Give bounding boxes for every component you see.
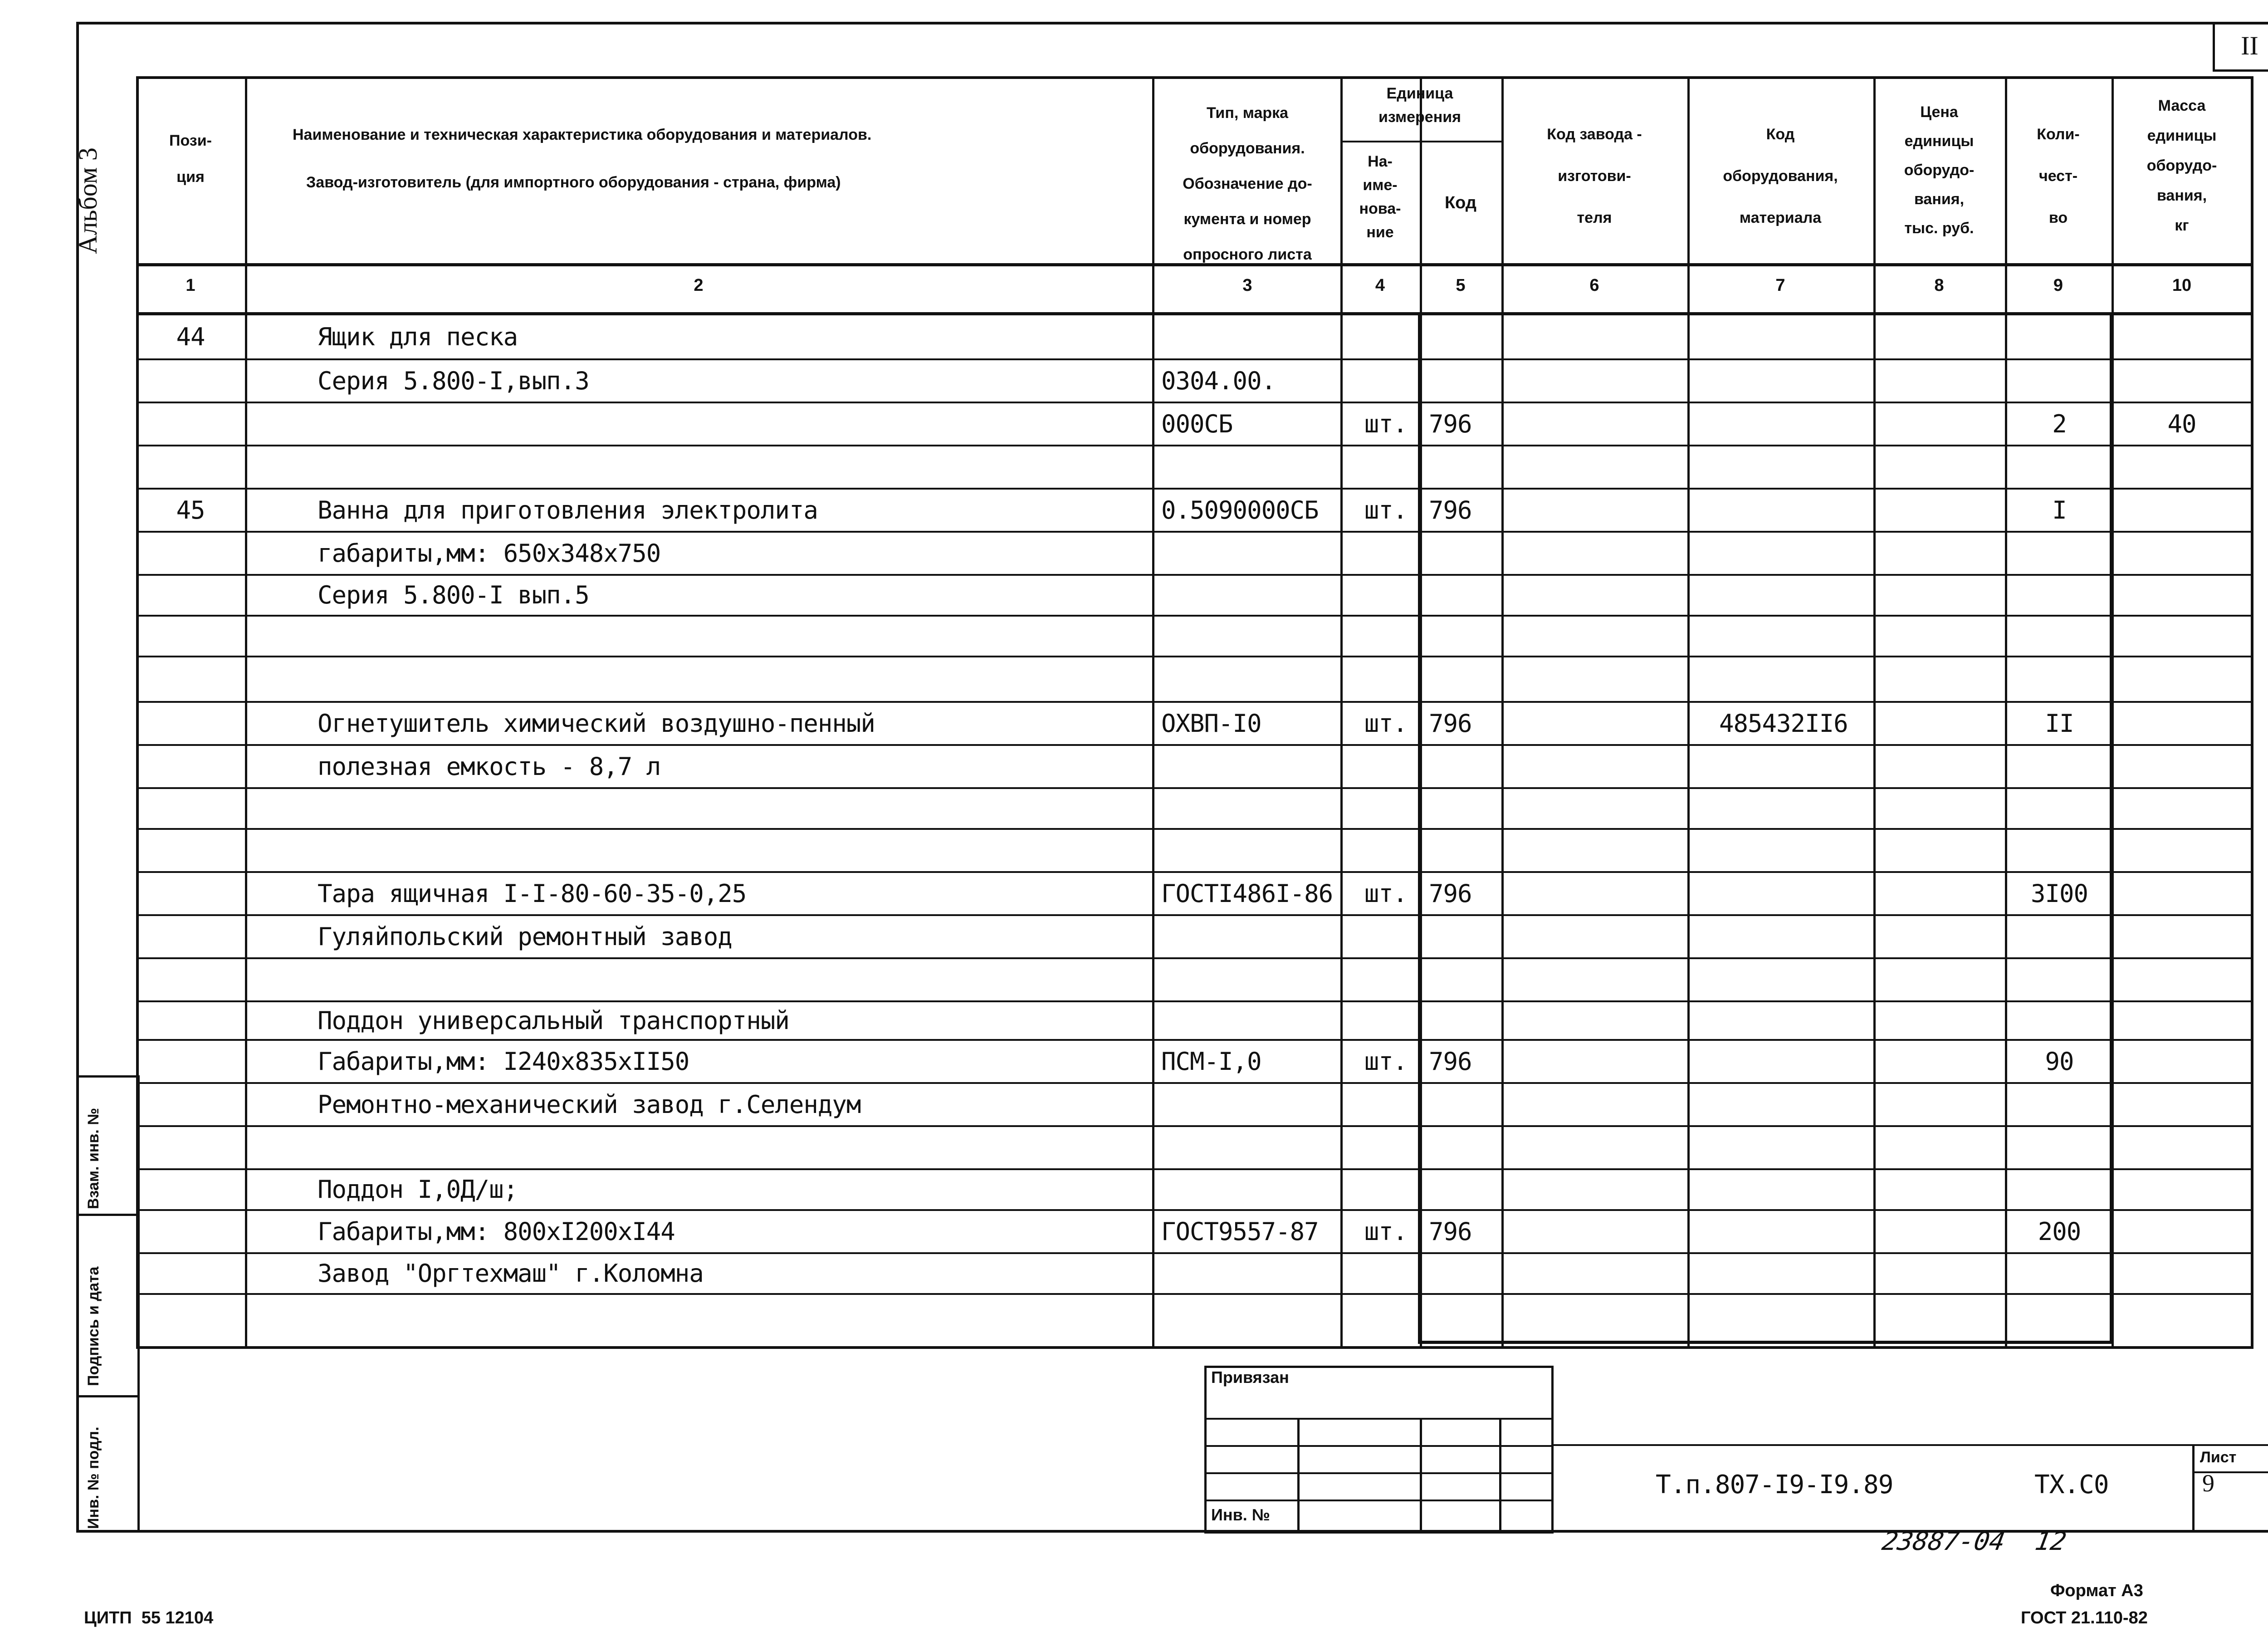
- cell-code: 796: [1429, 1217, 1472, 1246]
- cell-code: 796: [1429, 496, 1472, 524]
- cell-code: 796: [1429, 1047, 1472, 1076]
- cell-pos: 44: [176, 323, 205, 351]
- stamp-vzam: [76, 1075, 140, 1216]
- header-mass: Масса единицы оборудо- вания, кг: [2146, 97, 2217, 234]
- cell-qty: 90: [2045, 1047, 2074, 1076]
- row-divider: [136, 914, 2253, 916]
- row-divider: [136, 871, 2253, 873]
- cell-name: габариты,мм: 650х348х750: [318, 539, 661, 568]
- cell-qty: 2: [2052, 410, 2067, 438]
- gost-label: ГОСТ 21.110-82: [2021, 1608, 2148, 1627]
- header-position: Пози- ция: [169, 132, 212, 186]
- header-name-a: Наименование и техническая характеристика оборудования и материалов.: [293, 126, 872, 143]
- colnum-divider: [136, 312, 2253, 315]
- row-divider: [136, 1168, 2253, 1170]
- header-unit-name: На- име- нова- ние: [1359, 153, 1401, 241]
- header-material-code: Код оборудования, материала: [1723, 126, 1838, 226]
- unit-header-divider: [1340, 141, 1501, 142]
- doc-mark: ТХ.С0: [2034, 1470, 2109, 1500]
- cell-unit: шт.: [1364, 1217, 1408, 1246]
- colnum-5: 5: [1456, 276, 1466, 295]
- cell-type: ОХВП-I0: [1161, 709, 1261, 738]
- cell-unit: шт.: [1364, 879, 1408, 908]
- row-divider: [136, 402, 2253, 403]
- header-price: Цена единицы оборудо- вания, тыс. руб.: [1904, 103, 1975, 237]
- handwritten-number: 23887-04 12: [1880, 1527, 2069, 1556]
- colnum-10: 10: [2172, 276, 2192, 295]
- row-divider: [136, 744, 2253, 746]
- cell-type: ПСМ-I,0: [1161, 1047, 1261, 1076]
- cell-mass: 40: [2167, 410, 2196, 438]
- cell-name: полезная емкость - 8,7 л: [318, 752, 661, 781]
- stamp-podpis: [76, 1214, 140, 1397]
- row-divider: [136, 787, 2253, 789]
- header-unit-code: Код: [1444, 193, 1477, 212]
- thick-divider: [1418, 312, 1422, 1342]
- colnum-3: 3: [1242, 276, 1252, 295]
- list-label: Лист: [2200, 1449, 2237, 1466]
- cell-type: 0304.00.: [1161, 367, 1276, 395]
- cell-name: Поддон I,0Д/ш;: [318, 1175, 518, 1204]
- cell-name: Тара ящичная I-I-80-60-35-0,25: [318, 879, 747, 908]
- row-divider: [136, 1252, 2253, 1254]
- tb-vline: [1420, 1418, 1422, 1531]
- stamp-podpis-label: Подпись и дата: [85, 1266, 102, 1386]
- cell-type: ГОСТ9557-87: [1161, 1217, 1319, 1246]
- stamp-vzam-label: Взам. инв. №: [85, 1108, 102, 1209]
- row-divider: [136, 574, 2253, 576]
- row-divider: [136, 531, 2253, 533]
- cell-qty: II: [2045, 709, 2074, 738]
- row-divider: [136, 957, 2253, 959]
- cell-unit: шт.: [1364, 1047, 1408, 1076]
- row-divider: [136, 1000, 2253, 1002]
- header-type: Тип, марка оборудования. Обозначение до- кумента и номер опросного листа: [1183, 104, 1312, 263]
- cell-name: Серия 5.800-I вып.5: [318, 581, 589, 609]
- row-divider: [136, 1209, 2253, 1211]
- row-divider: [136, 1293, 2253, 1295]
- cell-unit: шт.: [1364, 410, 1408, 438]
- cell-qty: 3I00: [2030, 879, 2088, 908]
- header-qty: Коли- чест- во: [2037, 126, 2080, 226]
- cell-code: 796: [1429, 879, 1472, 908]
- row-divider: [136, 828, 2253, 830]
- cell-code: 796: [1429, 410, 1472, 438]
- album-label: Альбом 3: [73, 147, 103, 254]
- inv-no-label: Инв. №: [1211, 1505, 1270, 1524]
- format-label: Формат А3: [2050, 1581, 2143, 1600]
- cell-name: Огнетушитель химический воздушно-пенный: [318, 709, 875, 738]
- cell-name: Габариты,мм: 800хI200хI44: [318, 1217, 675, 1246]
- list-number: 9: [2202, 1470, 2214, 1497]
- column-divider: [2005, 76, 2007, 1347]
- tb-vline: [1297, 1418, 1300, 1531]
- doc-code: Т.п.807-I9-I9.89: [1656, 1470, 1893, 1500]
- thick-divider: [1418, 1341, 2113, 1344]
- column-divider: [245, 76, 247, 1347]
- tb-vline: [1499, 1418, 1501, 1531]
- cell-unit: шт.: [1364, 496, 1408, 524]
- stamp-inv-podl: [76, 1395, 140, 1533]
- header-unit: Единица измерения: [1378, 85, 1461, 126]
- sheet-number: II: [2213, 22, 2268, 72]
- cell-name: Габариты,мм: I240х835хII50: [318, 1047, 689, 1076]
- cell-type: ГОСТI486I-86: [1161, 879, 1333, 908]
- colnum-9: 9: [2053, 276, 2063, 295]
- row-divider: [136, 1039, 2253, 1041]
- cell-unit: шт.: [1364, 709, 1408, 738]
- row-divider: [136, 488, 2253, 490]
- row-divider: [136, 701, 2253, 703]
- colnum-6: 6: [1589, 276, 1599, 295]
- colnum-7: 7: [1775, 276, 1785, 295]
- header-name-b: Завод-изготовитель (для импортного оборудования - страна, фирма): [306, 174, 841, 191]
- stamp-inv-podl-label: Инв. № подл.: [85, 1426, 102, 1529]
- row-divider: [136, 358, 2253, 360]
- row-divider: [136, 445, 2253, 446]
- column-divider: [1687, 76, 1690, 1347]
- cell-type: 0.5090000СБ: [1161, 496, 1319, 524]
- column-divider: [1501, 76, 1504, 1347]
- header-maker-code: Код завода - изготови- теля: [1547, 126, 1642, 226]
- row-divider: [136, 1082, 2253, 1084]
- colnum-2: 2: [694, 276, 704, 295]
- cell-name: Серия 5.800-I,вып.3: [318, 367, 589, 395]
- cell-qty: 200: [2038, 1217, 2081, 1246]
- privyazan-label: Привязан: [1211, 1368, 1289, 1387]
- colnum-8: 8: [1934, 276, 1944, 295]
- row-divider: [136, 656, 2253, 657]
- tb-line: [1551, 1444, 2268, 1446]
- cell-pos: 45: [176, 496, 205, 524]
- cell-code: 796: [1429, 709, 1472, 738]
- colnum-4: 4: [1375, 276, 1385, 295]
- citp-label: ЦИТП 55 12104: [84, 1608, 214, 1627]
- row-divider: [136, 615, 2253, 617]
- cell-name: Поддон универсальный транспортный: [318, 1006, 789, 1035]
- cell-name: Ванна для приготовления электролита: [318, 496, 818, 524]
- thick-divider: [2110, 312, 2113, 1342]
- colnum-1: 1: [186, 276, 196, 295]
- cell-qty: I: [2052, 496, 2067, 524]
- cell-name: Завод "Оргтехмаш" г.Коломна: [318, 1259, 704, 1288]
- cell-name: Ремонтно-механический завод г.Селендум: [318, 1090, 861, 1119]
- cell-type: 000СБ: [1161, 410, 1233, 438]
- cell-name: Гуляйпольский ремонтный завод: [318, 922, 732, 951]
- row-divider: [136, 1125, 2253, 1127]
- cell-mcode: 485432II6: [1719, 709, 1848, 738]
- cell-name: Ящик для песка: [318, 323, 518, 351]
